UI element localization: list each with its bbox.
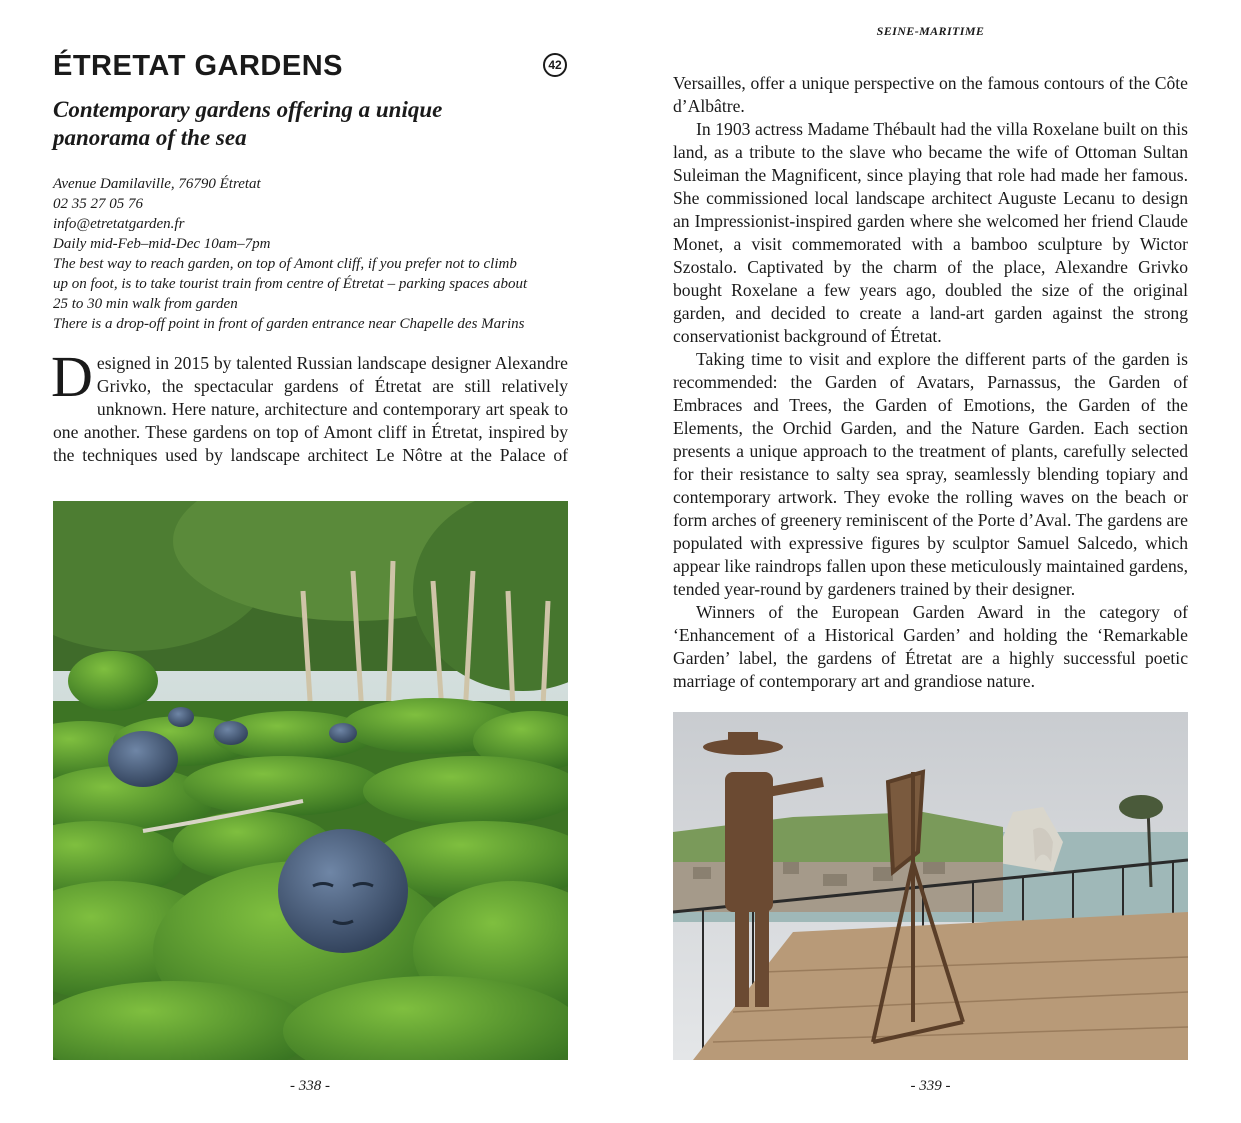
entry-title: ÉTRETAT GARDENS [53,50,343,82]
body-paragraph: Versailles, offer a unique perspective on the famous contours of the Côte d’Albâtre. [673,73,1188,116]
intro-text: esigned in 2015 by talented Russian landscape designer Alexandre Grivko, the spectacular gardens of Étretat are still relatively unknown. Here nature, architecture and contemporary art speak to one another. These gardens on top of Amont cliff in Étretat, inspired by the techniques used by landscape architect Le Nôtre at the Palace of [53,353,568,465]
entry-subtitle: Contemporary gardens offering a unique panorama of the sea [53,97,443,150]
info-access-line: 25 to 30 min walk from garden [53,296,238,312]
info-phone: 02 35 27 05 76 [53,196,143,212]
page-number: - 339 - [910,1078,951,1094]
page-number: - 338 - [290,1078,330,1094]
body-paragraph: Taking time to visit and explore the different parts of the garden is recommended: the Garden of Avatars, Parnassus, the Garden of Embraces and Trees, the Garden of Emotions, the Garden of the Elements, the Orchid Garden, and the Nature Garden. Each section presents a unique approach to the treatment of plants, carefully selected for their resistance to salty sea spray, seamlessly blending topiary and contemporary artwork. They evoke the rolling waves on the beach or form arches of greenery reminiscent of the Porte d’Aval. The gardens are populated with expressive figures by sculptor Samuel Salcedo, which appear like raindrops fallen upon these meticulously maintained gardens, tended year-round by gardeners trained by their designer. [673,349,1188,599]
practical-info [53,174,573,334]
running-head: SEINE-MARITIME [876,24,985,38]
info-access-line: up on foot, is to take tourist train from centre of Étretat – parking spaces about [53,276,528,292]
garden-sculpture-photo [53,501,568,1060]
body-text [673,72,1188,693]
info-hours: Daily mid-Feb–mid-Dec 10am–7pm [53,236,271,252]
right-page [620,0,1241,1123]
info-dropoff: There is a drop-off point in front of garden entrance near Chapelle des Marins [53,316,525,332]
info-email: info@etretatgarden.fr [53,216,185,232]
left-page [0,0,620,1123]
wicker-painter-sculpture-photo [673,712,1188,1060]
body-paragraph: Winners of the European Garden Award in the category of ‘Enhancement of a Historical Garden’ and holding the ‘Remarkable Garden’ label, the gardens of Étretat are a highly successful poetic marriage of contemporary art and grandiose nature. [673,602,1188,691]
entry-number-badge: 42 [543,53,567,77]
info-address: Avenue Damilaville, 76790 Étretat [53,176,261,192]
drop-cap: D [51,344,93,409]
body-paragraph: In 1903 actress Madame Thébault had the villa Roxelane built on this land, as a tribute to the slave who became the wife of Ottoman Sultan Suleiman the Magnificent, since playing that role had made her famous. She commissioned local landscape architect Auguste Lecanu to design an Impressionist-inspired garden where she welcomed her friend Claude Monet, a visit commemorated with a bamboo sculpture by Wictor Szostalo. Captivated by the charm of the place, Alexandre Grivko bought Roxelane a few years ago, doubled the size of the original garden, and decided to create a land-art garden against the strong conservationist background of Étretat. [673,119,1188,346]
intro-paragraph [51,344,568,467]
info-access-line: The best way to reach garden, on top of Amont cliff, if you prefer not to climb [53,256,517,272]
